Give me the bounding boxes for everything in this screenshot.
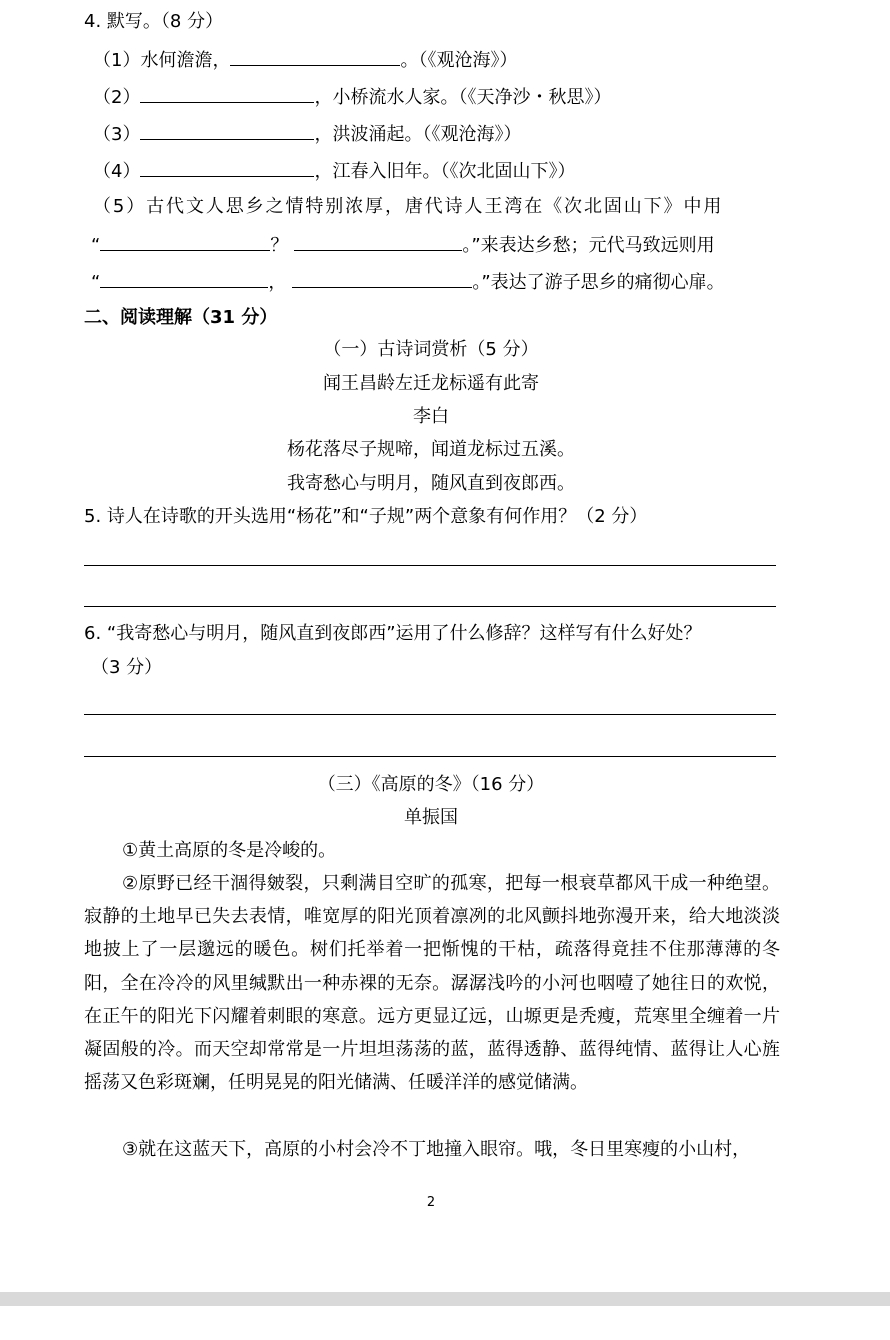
q4-title: 4. 默写。（8 分） bbox=[84, 11, 224, 32]
paragraph-2: ②原野已经干涸得皴裂，只剩满目空旷的孤寒，把每一根衰草都风干成一种绝望。寂静的土地早已失去表情，唯宽厚的阳光顶着凛冽的北风颤抖地弥漫开来，给大地淡淡地披上了一层邈远的暖色。树们托举着一把惭愧的干枯，疏落得竟挂不住那薄薄的冬阳，全在冷冷的风里缄默出一种赤裸的无奈。潺潺浅吟的小河也咽噎了她往日的欢悦，在正午的阳光下闪耀着刺眼的寒意。远方更显辽远，山塬更是秃瘦，荒寒里全缠着一片凝固般的冷。而天空却常常是一片坦坦荡荡的蓝，蓝得透静、蓝得纯情、蓝得让人心旌摇荡又色彩斑斓，任明晃晃的阳光储满、任暖洋洋的感觉储满。 bbox=[84, 873, 780, 1094]
q4-item-1-post: 。（《观沧海》） bbox=[400, 50, 518, 71]
comma: ， bbox=[268, 272, 287, 293]
quote-mark: “ bbox=[91, 235, 101, 256]
q4-item-1-pre: （1）水何澹澹， bbox=[93, 50, 231, 71]
sub3-title: （三）《高原的冬》（16 分） bbox=[317, 774, 545, 795]
answer-blank[interactable] bbox=[100, 232, 270, 251]
q4-item-1 bbox=[93, 47, 517, 73]
answer-blank[interactable] bbox=[140, 158, 314, 177]
answer-blank[interactable] bbox=[100, 269, 268, 288]
poem-author: 李白 bbox=[413, 406, 449, 427]
page-number: 2 bbox=[426, 1195, 436, 1210]
q4-item-5-line2 bbox=[91, 232, 715, 258]
q4-item-3-pre: （3） bbox=[93, 124, 141, 145]
answer-blank[interactable] bbox=[140, 84, 314, 103]
answer-blank[interactable] bbox=[230, 47, 400, 66]
q5-text: 5. 诗人在诗歌的开头选用“杨花”和“子规”两个意象有何作用？（2 分） bbox=[84, 506, 648, 527]
q4-item-4 bbox=[93, 158, 575, 184]
q4-item-5-line3 bbox=[91, 269, 725, 295]
sub1-title: （一）古诗词赏析（5 分） bbox=[323, 339, 539, 360]
answer-line[interactable] bbox=[84, 565, 776, 566]
answer-line[interactable] bbox=[84, 756, 776, 757]
paragraph-3: ③就在这蓝天下，高原的小村会冷不丁地撞入眼帘。哦，冬日里寒瘦的小山村， bbox=[122, 1139, 751, 1160]
q4-item-2 bbox=[93, 84, 611, 110]
sub3-author: 单振国 bbox=[404, 807, 458, 828]
q6-text-line1: 6. “我寄愁心与明月，随风直到夜郎西”运用了什么修辞？这样写有什么好处？ bbox=[84, 623, 702, 644]
poem-title: 闻王昌龄左迁龙标遥有此寄 bbox=[323, 373, 539, 394]
poem-line-2: 我寄愁心与明月，随风直到夜郎西。 bbox=[287, 473, 575, 494]
q4-item-2-pre: （2） bbox=[93, 87, 141, 108]
answer-line[interactable] bbox=[84, 714, 776, 715]
q4-item-4-pre: （4） bbox=[93, 161, 141, 182]
page-separator bbox=[0, 1292, 890, 1306]
answer-blank[interactable] bbox=[140, 121, 314, 140]
q4-item-5-line3-text: 。”表达了游子思乡的痛彻心扉。 bbox=[472, 272, 725, 293]
q4-item-5-line2-text: 。”来表达乡愁；元代马致远则用 bbox=[462, 235, 715, 256]
section2-title: 二、阅读理解（31 分） bbox=[84, 307, 278, 328]
q4-item-4-post: ，江春入旧年。（《次北固山下》） bbox=[314, 161, 576, 182]
q4-item-3 bbox=[93, 121, 521, 147]
answer-blank[interactable] bbox=[292, 269, 472, 288]
quote-mark: “ bbox=[91, 272, 101, 293]
question-mark: ？ bbox=[270, 235, 289, 256]
q4-item-5-line1: （5）古代文人思乡之情特别浓厚，唐代诗人王湾在《次北固山下》中用 bbox=[93, 196, 724, 217]
answer-line[interactable] bbox=[84, 606, 776, 607]
paragraph-1: ①黄土高原的冬是冷峻的。 bbox=[122, 840, 337, 861]
q4-item-3-post: ，洪波涌起。（《观沧海》） bbox=[314, 124, 522, 145]
q6-text-line2: （3 分） bbox=[91, 657, 163, 678]
poem-line-1: 杨花落尽子规啼，闻道龙标过五溪。 bbox=[287, 439, 575, 460]
answer-blank[interactable] bbox=[294, 232, 462, 251]
q4-item-2-post: ，小桥流水人家。（《天净沙・秋思》） bbox=[314, 87, 612, 108]
